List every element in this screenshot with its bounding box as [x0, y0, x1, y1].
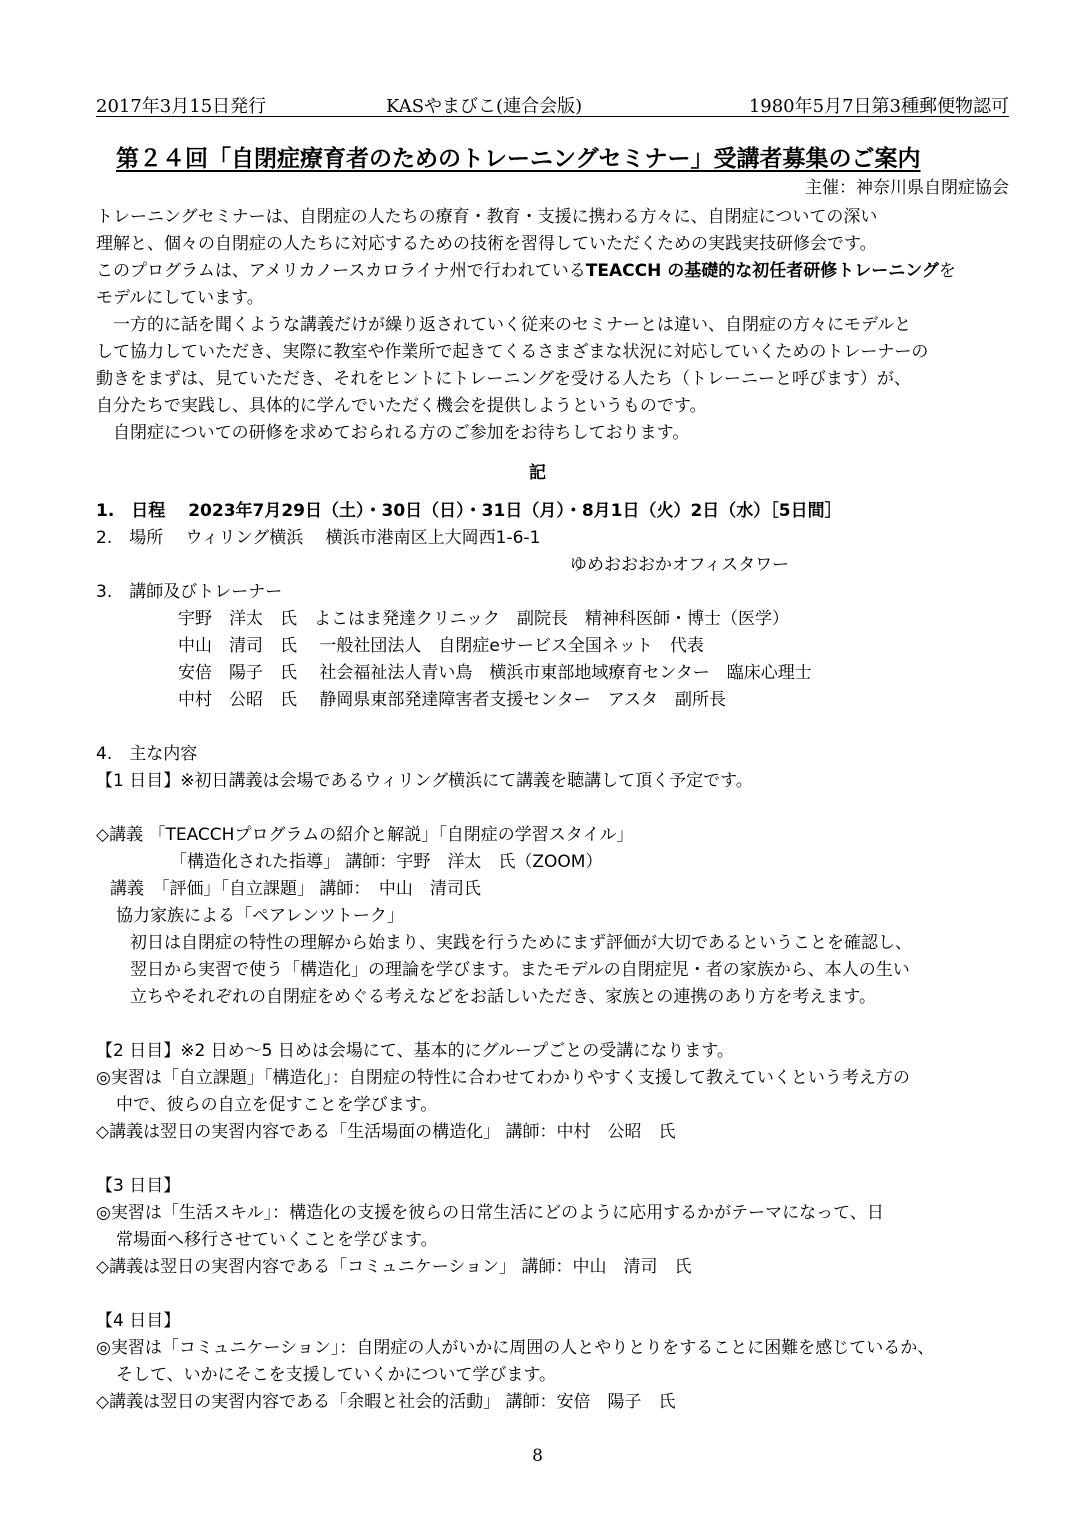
intro-line-7: 動きをまずは、見ていただき、それをヒントにトレーニングを受ける人たち（トレーニーと呼びます）が、 [96, 369, 911, 389]
intro-line-6: して協力していただき、実際に教室や作業所で起きてくるさまざまな状況に対応していくためのトレーナーの [96, 342, 929, 362]
day3-heading: 【3 日目】 [96, 1176, 181, 1196]
day4-heading: 【4 日目】 [96, 1311, 181, 1331]
day2-line-3: ◇講義は翌日の実習内容である「生活場面の構造化」 講師：中村 公昭 氏 [96, 1122, 676, 1142]
newsletter-header [96, 92, 1009, 117]
day2-heading: 【2 日目】※2 日め～5 日めは会場にて、基本的にグループごとの受講になります。 [96, 1041, 734, 1061]
trainer-1: 宇野 洋太 氏 よこはま発達クリニック 副院長 精神科医師・博士（医学） [178, 609, 789, 629]
trainer-3: 安倍 陽子 氏 社会福祉法人青い鳥 横浜市東部地域療育センター 臨床心理士 [178, 663, 812, 683]
intro-line-4: モデルにしています。 [96, 288, 264, 308]
intro-line-9: 自閉症についての研修を求めておられる方のご参加をお待ちしております。 [96, 423, 690, 443]
intro-line-2: 理解と、個々の自閉症の人たちに対応するための技術を習得していただくための実践実技研修会です。 [96, 234, 877, 254]
intro-line-3-bold: TEACCH の基礎的な初任者研修トレーニング [585, 261, 939, 281]
day1-line-6: 翌日から実習で使う「構造化」の理論を学びます。またモデルの自閉症児・者の家族から、本人の生い [130, 960, 910, 980]
day2-line-2: 中で、彼らの自立を促すことを学びます。 [116, 1095, 438, 1115]
day4-line-2: そして、いかにそこを支援していくかについて学びます。 [116, 1365, 556, 1385]
postal-permit: 1980年5月7日第3種郵便物認可 [748, 96, 1009, 117]
day3-line-2: 常場面へ移行させていくことを学びます。 [116, 1230, 438, 1250]
venue-building: ゆめおおおかオフィスタワー [570, 555, 790, 575]
day1-line-3: 講義 「評価」「自立課題」 講師： 中山 清司氏 [110, 879, 481, 899]
day2-line-1: ◎実習は「自立課題」「構造化」：自閉症の特性に合わせてわかりやすく支援して教えていくという考え方の [96, 1068, 910, 1088]
intro-line-5: 一方的に話を聞くような講義だけが繰り返されていく従来のセミナーとは違い、自閉症の方々にモデルと [96, 315, 912, 335]
day3-line-3: ◇講義は翌日の実習内容である「コミュニケーション」 講師：中山 清司 氏 [96, 1257, 692, 1277]
schedule-item: 1. 日程 2023年7月29日（土）・30日（日）・31日（月）・8月1日（火）2日（水）［5日間］ [96, 501, 842, 521]
day1-line-7: 立ちやそれぞれの自閉症をめぐる考えなどをお話しいただき、家族との連携のあり方を考えます。 [130, 987, 876, 1007]
day1-line-4: 協力家族による「ペアレンツトーク」 [116, 906, 404, 926]
intro-line-8: 自分たちで実践し、具体的に学んでいただく機会を提供しようというものです。 [96, 396, 707, 416]
ki-heading: 記 [529, 463, 546, 483]
contents-heading: 4. 主な内容 [96, 744, 198, 764]
venue-item: 2. 場所 ウィリング横浜 横浜市港南区上大岡西1-6-1 [96, 528, 541, 548]
intro-line-3a: このプログラムは、アメリカノースカロライナ州で行われている [96, 261, 586, 281]
page-title: 第２４回「自閉症療育者のためのトレーニングセミナー」受講者募集のご案内 [116, 146, 921, 172]
day4-line-1: ◎実習は「コミュニケーション」：自閉症の人がいかに周囲の人とやりとりをすることに困難を感じているか、 [96, 1338, 935, 1358]
day1-line-5: 初日は自閉症の特性の理解から始まり、実践を行うためにまず評価が大切であるということを確認し、 [130, 933, 912, 953]
page-number: 8 [532, 1446, 543, 1466]
host-organization: 主催：神奈川県自閉症協会 [805, 178, 1009, 198]
day1-line-1: ◇講義 「TEACCHプログラムの紹介と解説」「自閉症の学習スタイル」 [96, 825, 634, 845]
intro-line-1: トレーニングセミナーは、自閉症の人たちの療育・教育・支援に携わる方々に、自閉症についての深い [96, 207, 878, 227]
day3-line-1: ◎実習は「生活スキル」：構造化の支援を彼らの日常生活にどのように応用するかがテーマになって、日 [96, 1203, 884, 1223]
day1-heading: 【1 日目】※初日講義は会場であるウィリング横浜にて講義を聴講して頂く予定です。 [96, 771, 753, 791]
day1-line-2: 「構造化された指導」 講師：宇野 洋太 氏（ZOOM） [170, 852, 603, 872]
trainers-heading: 3. 講師及びトレーナー [96, 582, 283, 602]
intro-line-3c: を [938, 261, 956, 281]
trainer-2: 中山 清司 氏 一般社団法人 自閉症eサービス全国ネット 代表 [178, 636, 704, 656]
intro-line-3 [96, 256, 956, 281]
publication-name: KASやまびこ(連合会版) [386, 96, 583, 117]
trainer-4: 中村 公昭 氏 静岡県東部発達障害者支援センター アスタ 副所長 [178, 690, 727, 710]
issue-date: 2017年3月15日発行 [96, 96, 267, 117]
day4-line-3: ◇講義は翌日の実習内容である「余暇と社会的活動」 講師：安倍 陽子 氏 [96, 1392, 676, 1412]
